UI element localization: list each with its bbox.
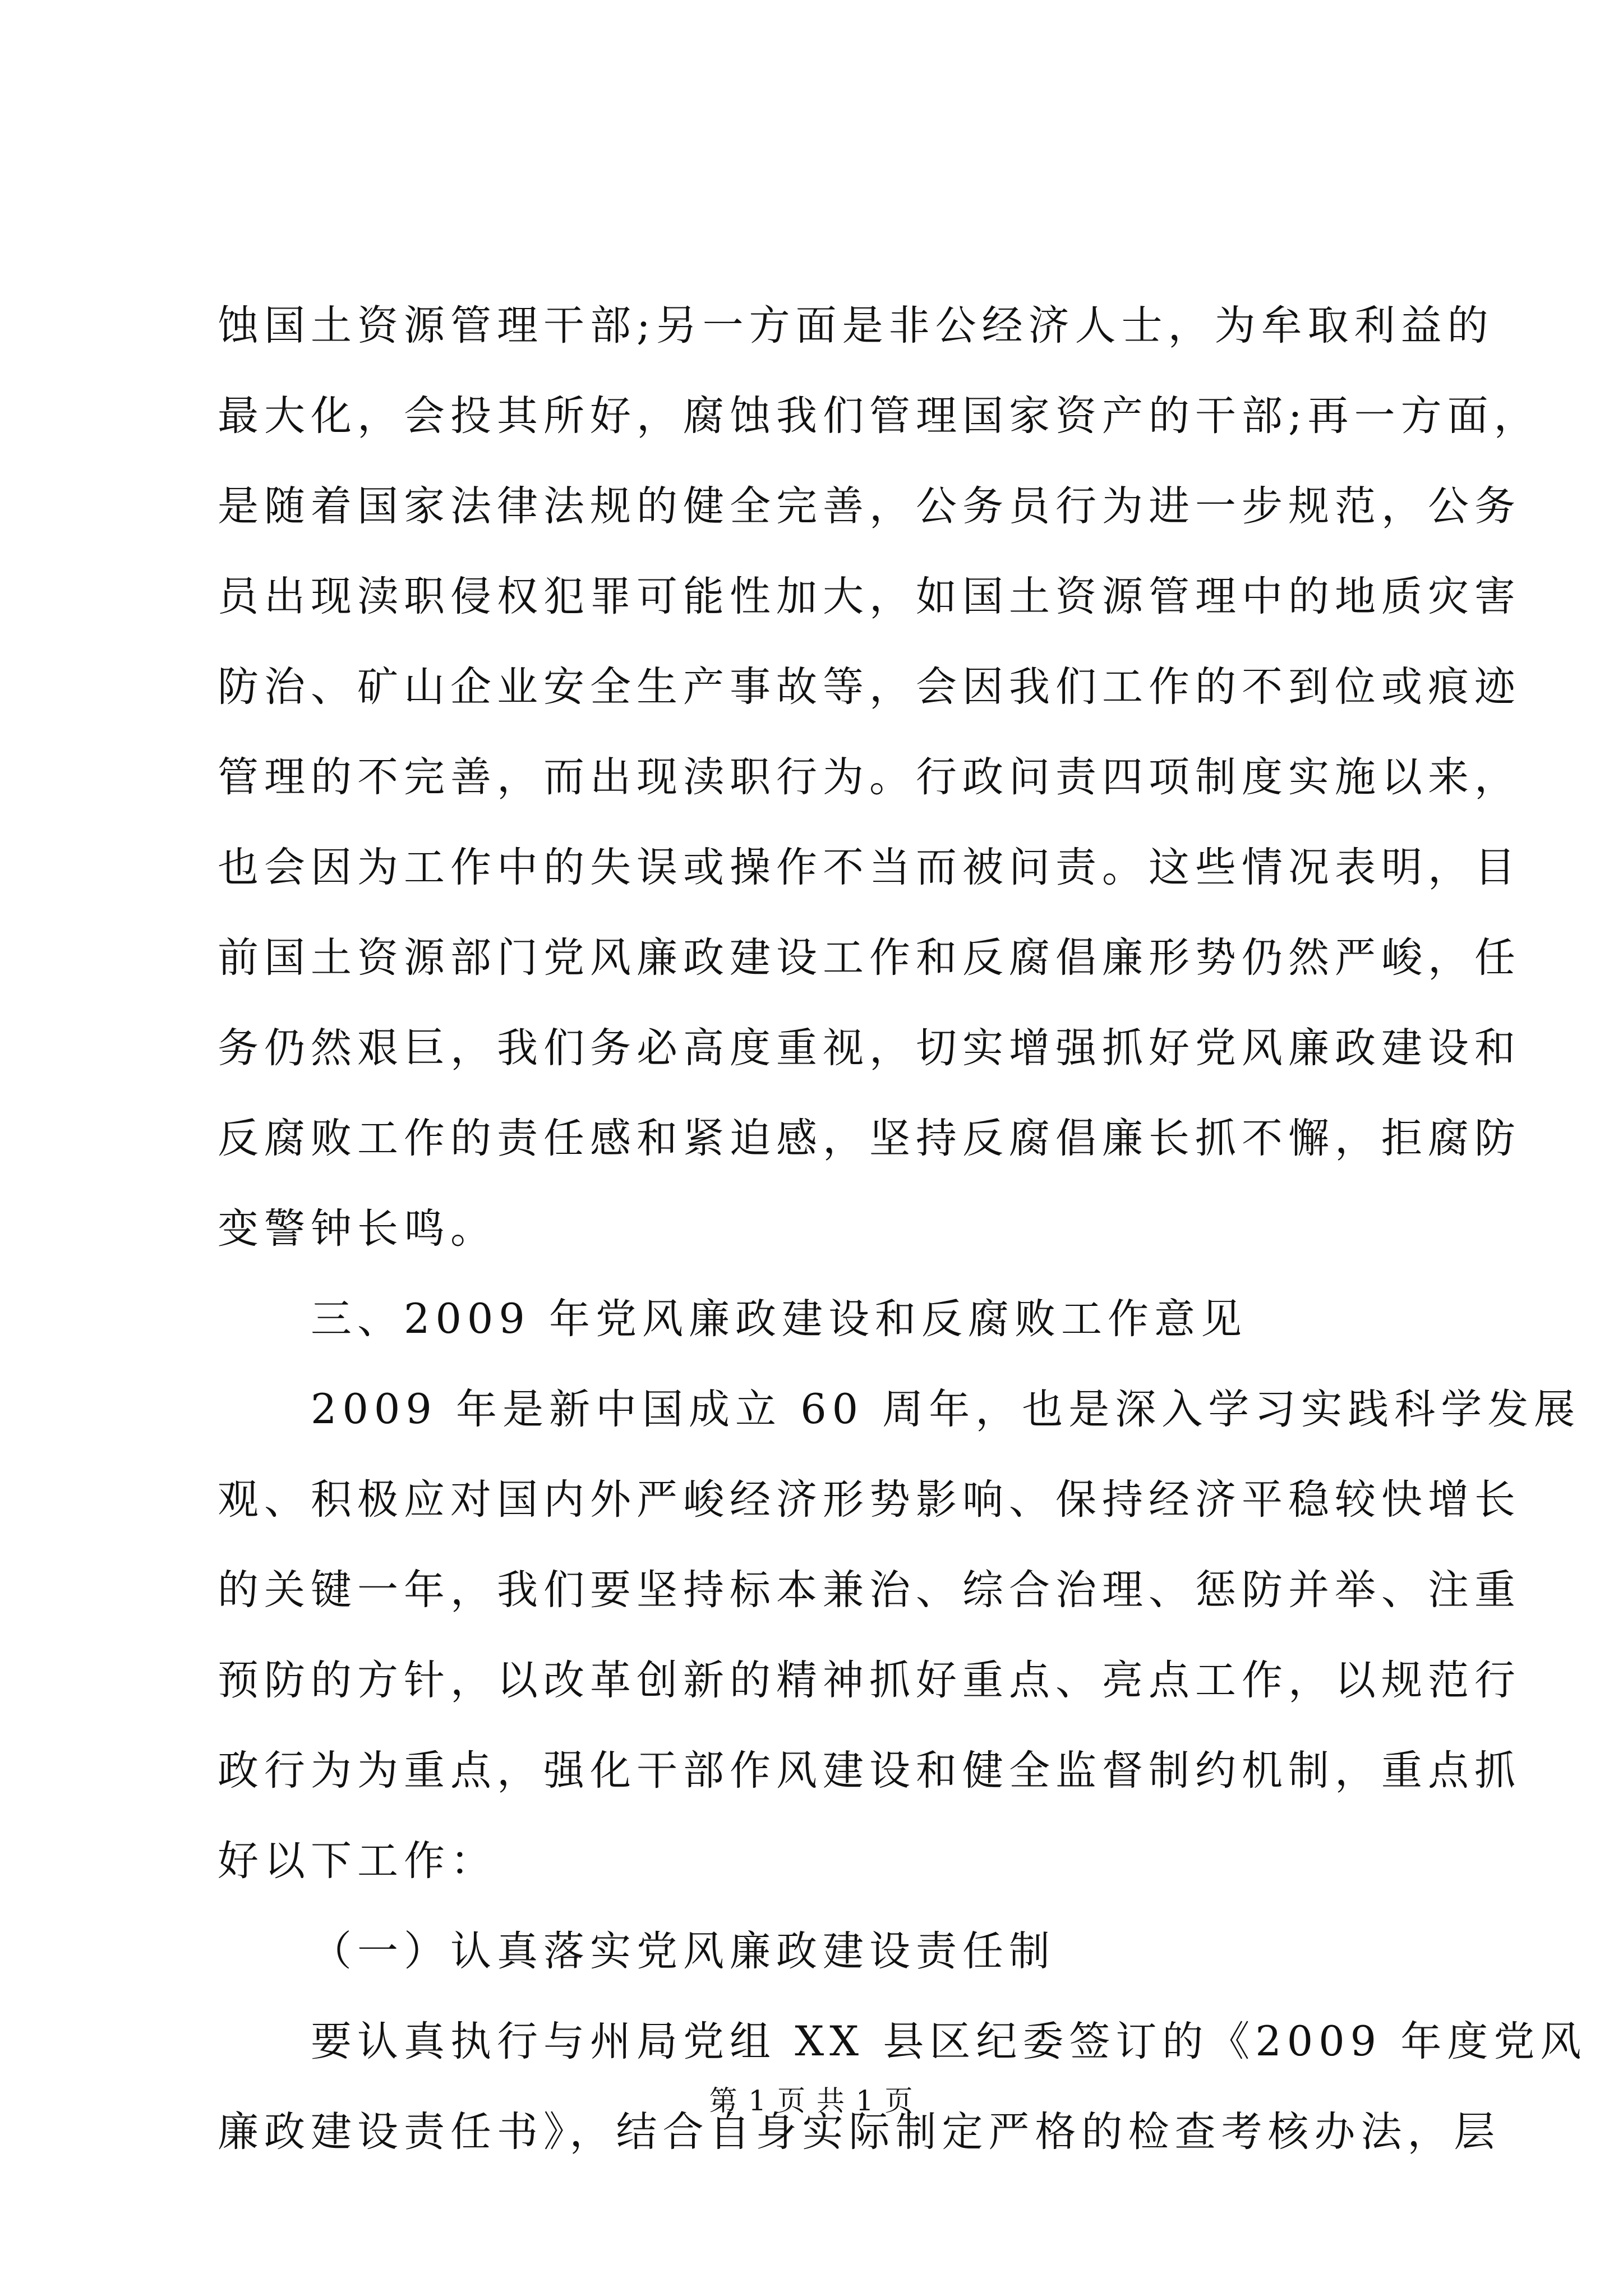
document-body [218,280,1587,2177]
text-line: 也会因为工作中的失误或操作不当而被问责。这些情况表明，目 [218,844,1521,891]
paragraph-continuation [218,280,1541,1274]
text-line: 观、积极应对国内外严峻经济形势影响、保持经济平稳较快增长 [218,1476,1521,1524]
text-line: 最大化，会投其所好，腐蚀我们管理国家资产的干部;再一方面， [218,392,1541,440]
sub-heading: （一）认真落实党风廉政建设责任制 [311,1927,1055,1975]
paragraph-2009 [218,1364,1581,1906]
text-line: 2009 年是新中国成立 60 周年，也是深入学习实践科学发展 [311,1386,1581,1433]
text-line: 蚀国土资源管理干部;另一方面是非公经济人士，为牟取利益的 [218,302,1494,349]
text-line: 廉政建设责任书》，结合自身实际制定严格的检查考核办法，层 [218,2108,1501,2156]
text-line: 是随着国家法律法规的健全完善，公务员行为进一步规范，公务 [218,482,1521,530]
text-line: 反腐败工作的责任感和紧迫感，坚持反腐倡廉长抓不懈，拒腐防 [218,1115,1521,1162]
text-line: 要认真执行与州局党组 XX 县区纪委签订的《2009 年度党风 [311,2018,1587,2065]
section-heading: 三、2009 年党风廉政建设和反腐败工作意见 [311,1295,1247,1343]
page-footer [0,2078,1623,2119]
text-line: 管理的不完善，而出现渎职行为。行政问责四项制度实施以来， [218,753,1521,801]
text-line: 防治、矿山企业安全生产事故等，会因我们工作的不到位或痕迹 [218,663,1521,711]
text-line: 预防的方针，以改革创新的精神抓好重点、亮点工作，以规范行 [218,1657,1521,1704]
text-line: 务仍然艰巨，我们务必高度重视，切实增强抓好党风廉政建设和 [218,1024,1521,1072]
text-line: 的关键一年，我们要坚持标本兼治、综合治理、惩防并举、注重 [218,1566,1521,1614]
text-line: 前国土资源部门党风廉政建设工作和反腐倡廉形势仍然严峻，任 [218,934,1521,982]
page-number: 第 1 页 共 1 页 [709,2085,914,2117]
text-line: 政行为为重点，强化干部作风建设和健全监督制约机制，重点抓 [218,1747,1521,1795]
text-line: 变警钟长鸣。 [218,1205,497,1253]
text-line: 好以下工作： [218,1837,497,1885]
text-line: 员出现渎职侵权犯罪可能性加大，如国土资源管理中的地质灾害 [218,573,1521,620]
